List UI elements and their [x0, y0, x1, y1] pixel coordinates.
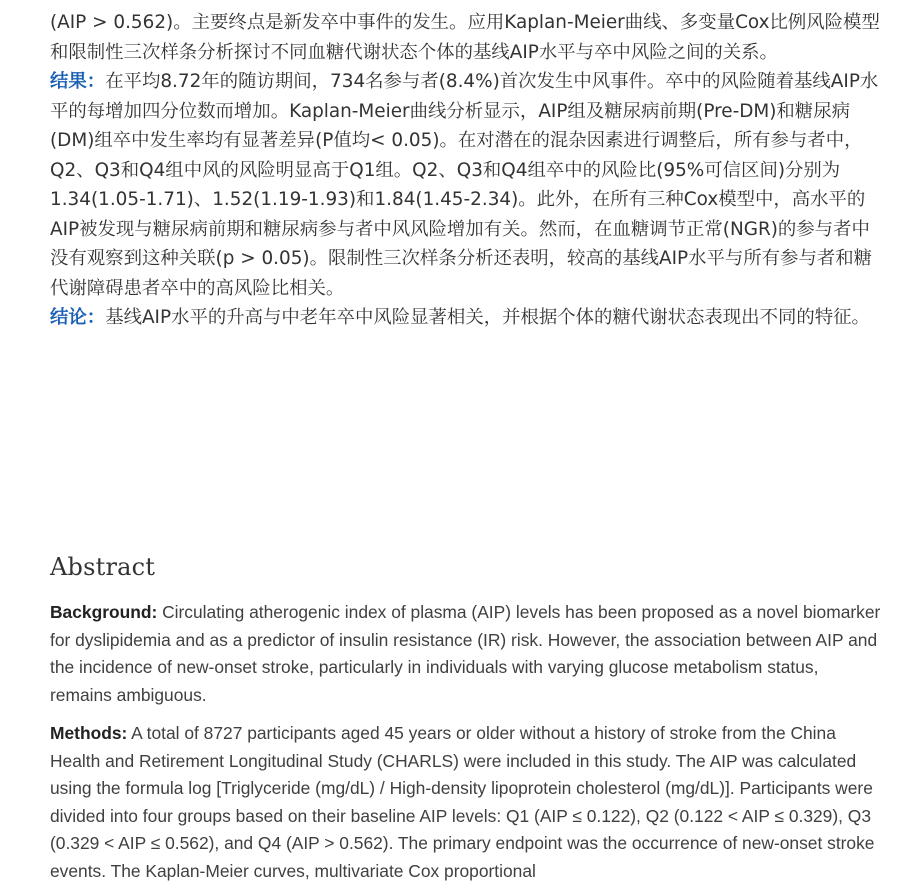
- background-paragraph: [50, 599, 885, 709]
- background-text: Circulating atherogenic index of plasma (AIP) levels has been proposed as a novel biomarker for dyslipidemia and as a predictor of insulin resistance (IR) risk. However, the association between AIP and the incidence of new-onset stroke, particularly in individuals with varying glucose metabolism status, remains ambiguous.: [50, 602, 881, 705]
- methods-paragraph-zh: [50, 8, 880, 67]
- methods-text-zh: (AIP > 0.562)。主要终点是新发卒中事件的发生。应用Kaplan-Meier曲线、多变量Cox比例风险模型和限制性三次样条分析探讨不同血糖代谢状态个体的基线AIP水平与卒中风险之间的关系。: [50, 12, 880, 63]
- results-paragraph-zh: [50, 67, 880, 303]
- methods-label: Methods:: [50, 723, 128, 743]
- chinese-abstract: [50, 8, 880, 333]
- conclusion-paragraph-zh: [50, 303, 880, 333]
- conclusion-label-zh: 结论：: [50, 307, 106, 328]
- conclusion-text-zh: 基线AIP水平的升高与中老年卒中风险显著相关，并根据个体的糖代谢状态表现出不同的特征。: [105, 307, 870, 328]
- background-label: Background:: [50, 602, 158, 622]
- results-text-zh: 在平均8.72年的随访期间，734名参与者(8.4%)首次发生中风事件。卒中的风险随着基线AIP水平的每增加四分位数而增加。Kaplan-Meier曲线分析显示，AIP组及糖尿病前期(Pre-DM)和糖尿病(DM)组卒中发生率均有显著差异(P值均< 0.05)。在对潜在的混杂因素进行调整后，所有参与者中，Q2、Q3和Q4组中风的风险明显高于Q1组。Q2、Q3和Q4组卒中的风险比(95%可信区间)分别为1.34(1.05-1.71)、1.52(1.19-1.93)和1.84(1.45-2.34)。此外，在所有三种Cox模型中，高水平的AIP被发现与糖尿病前期和糖尿病参与者中风风险增加有关。然而，在血糖调节正常(NGR)的参与者中没有观察到这种关联(p > 0.05)。限制性三次样条分析还表明，较高的基线AIP水平与所有参与者和糖代谢障碍患者卒中的高风险比相关。: [50, 71, 879, 299]
- english-abstract: [50, 599, 885, 890]
- methods-text: A total of 8727 participants aged 45 years or older without a history of stroke from the China Health and Retirement Longitudinal Study (CHARLS) were included in this study. The AIP was calculated using the formula log [Triglyceride (mg/dL) / High-density lipoprotein cholesterol (mg/dL)]. Participants were divided into four groups based on their baseline AIP levels: Q1 (AIP ≤ 0.122), Q2 (0.122 < AIP ≤ 0.329), Q3 (0.329 < AIP ≤ 0.562), and Q4 (AIP > 0.562). The primary endpoint was the occurrence of new-onset stroke events. The Kaplan-Meier curves, multivariate Cox proportional: [50, 723, 875, 881]
- results-label-zh: 结果：: [50, 71, 106, 92]
- abstract-heading: Abstract: [50, 553, 156, 581]
- methods-paragraph: [50, 720, 885, 885]
